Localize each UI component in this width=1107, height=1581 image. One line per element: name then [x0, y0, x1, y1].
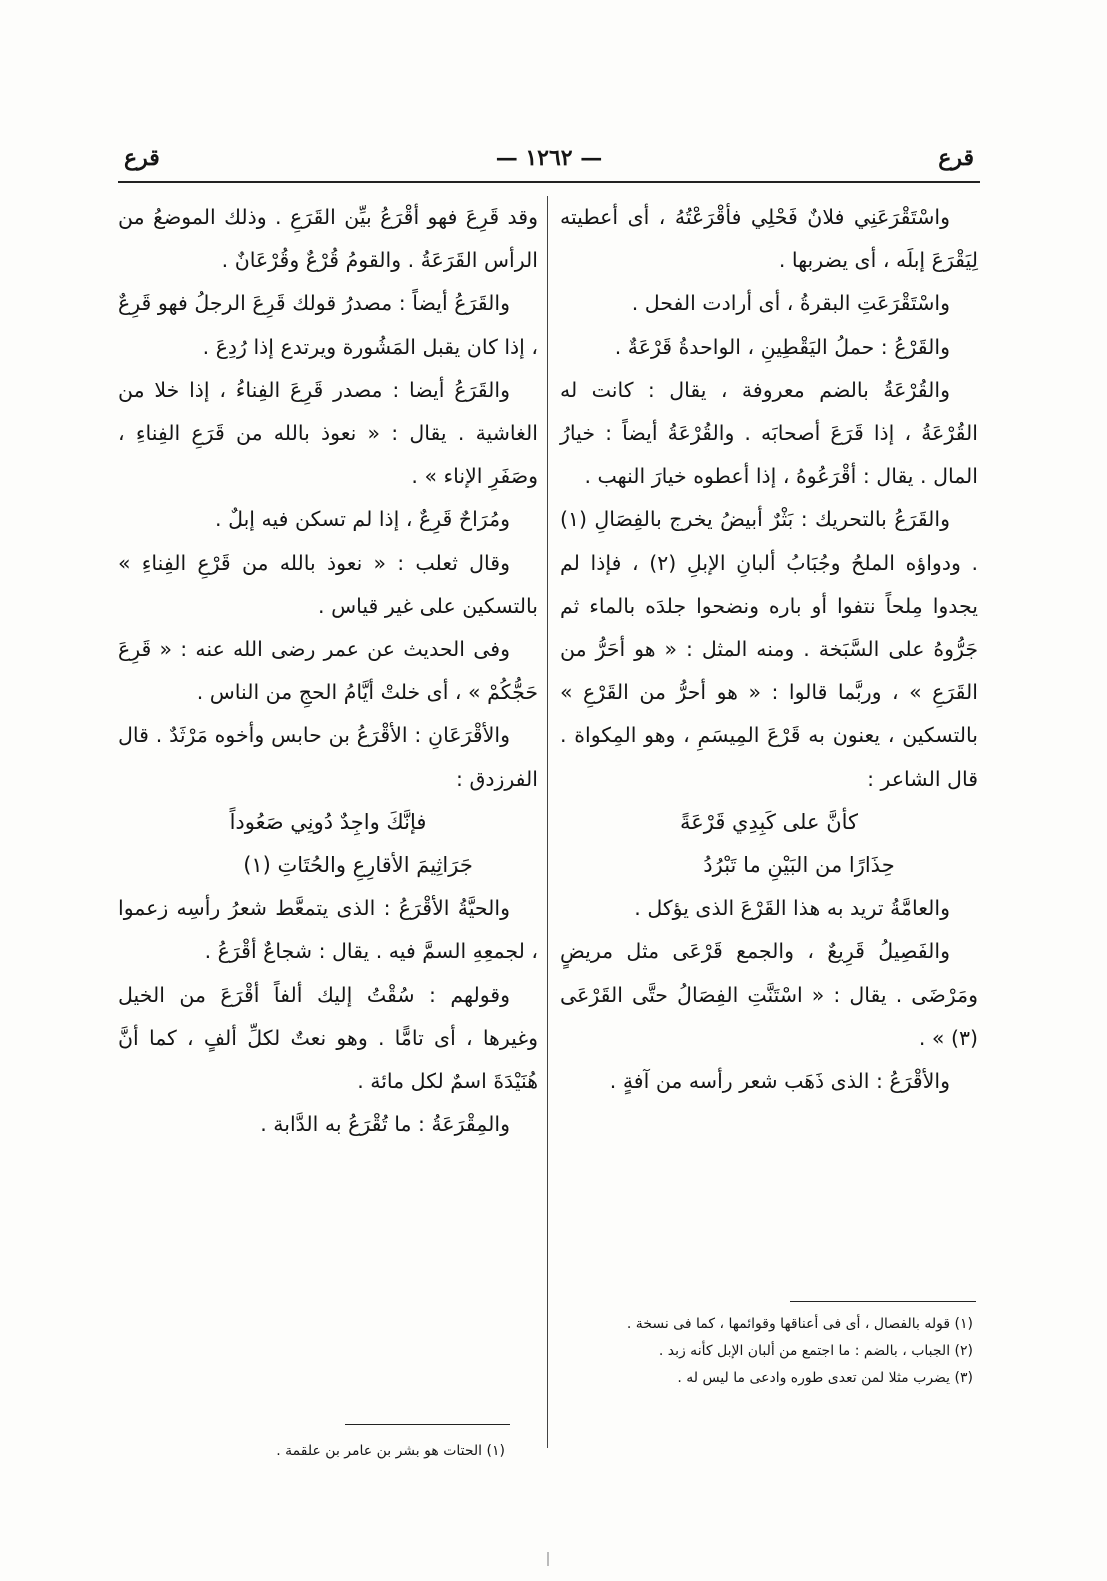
footnote: (١) قوله بالفصال ، أى فى أعناقها وقوائمها ، كما فى نسخة . — [626, 1316, 973, 1332]
entry-paragraph: وفى الحديث عن عمر رضى الله عنه : « قَرِعَ حَجُّكُمْ » ، أى خلتْ أيَّامُ الحجِ من الناس . — [118, 637, 538, 705]
running-headword-left: قرع — [124, 145, 160, 171]
running-headword-right: قرع — [938, 145, 974, 171]
bottom-mark — [547, 1552, 549, 1566]
entry-paragraph: واسْتَقْرَعَتِ البقرةُ ، أى أرادت الفحل . — [631, 291, 950, 316]
entry-paragraph: والحيَّةُ الأقْرَعُ : الذى يتمعَّط شعرُ رأسِه زعموا ، لجمعِهِ السمَّ فيه . يقال : شجاعٌ أقْرَعُ . — [118, 896, 538, 964]
verse-line: جَرَاثِيمَ الأقارِعِ والحُتَاتِ (١) — [243, 853, 473, 878]
right-column — [560, 196, 978, 1103]
footnote-rule-right — [790, 1301, 976, 1302]
entry-paragraph: والقُرْعَةُ بالضم معروفة ، يقال : كانت له القُرْعَةُ ، إذا قَرَعَ أصحابَه . والقُرْعَةُ أيضاً : خيارُ المال . يقال : أقْرَعُوهُ ، إذا أعطوه خيارَ النهب . — [560, 377, 978, 489]
entry-paragraph: وقولهم : سُقْتُ إليك ألفاً أقْرَعَ من الخيل وغيرها ، أى تامًّا . وهو نعتٌ لكلِّ ألفٍ ، كما أنَّ هُنَيْدَةَ اسمٌ لكل مائة . — [118, 982, 538, 1094]
entry-paragraph: ومُرَاحٌ قَرِعٌ ، إذا لم تسكن فيه إبلٌ . — [215, 507, 510, 532]
column-divider — [547, 196, 548, 1448]
footnote: (٢) الجباب ، بالضم : ما اجتمع من ألبان الإبل كأنه زبد . — [658, 1343, 973, 1359]
entry-paragraph: وقد قَرِعَ فهو أقْرَعُ بيِّن القَرَعِ . وذلك الموضعُ من الرأس القَرَعَةُ . والقومُ قُرْعٌ وقُرْعَانٌ . — [118, 205, 538, 273]
entry-paragraph: والقَرَعُ أيضا : مصدر قَرِعَ الفِناءُ ، إذا خلا من الغاشية . يقال : « نعوذ بالله من قَرَعِ الفِناءِ ، وصَفَرِ الإناء » . — [118, 377, 538, 489]
header-rule — [118, 181, 980, 183]
entry-paragraph: والفَصِيلُ قَرِيعٌ ، والجمع قَرْعَى مثل مريضٍ ومَرْضَى . يقال : « اسْتَنَّتِ الفِصَالُ حتَّى القَرْعَى (٣) » . — [560, 939, 978, 1050]
footnote: (١) الحتات هو بشر بن عامر بن علقمة . — [276, 1443, 505, 1459]
entry-paragraph: والمِقْرَعَةُ : ما تُقْرَعُ به الدَّابة . — [260, 1112, 510, 1137]
page-number: — ١٢٦٢ — — [495, 145, 603, 171]
left-column — [118, 196, 538, 1146]
running-header — [118, 143, 980, 179]
entry-paragraph: والقَرَعُ أيضاً : مصدرُ قولك قَرِعَ الرجلُ فهو قَرِعٌ ، إذا كان يقبل المَشُورة ويرتدع إذا رُدِعَ . — [118, 291, 538, 359]
footnote-rule-left — [345, 1424, 510, 1425]
entry-paragraph: واسْتَقْرَعَنِي فلانٌ فَحْلِي فأقْرَعْتُهُ ، أى أعطيته لِيَقْرَعَ إبلَه ، أى يضربها . — [560, 205, 978, 273]
entry-paragraph: والعامَّةُ تريد به هذا القَرْعَ الذى يؤكل . — [634, 896, 950, 921]
entry-paragraph: والقَرَعُ بالتحريك : بَثْرٌ أبيضُ يخرج بالفِصَالِ (١) . ودواؤه الملحُ وجُبَابُ ألبانِ الإبلِ (٢) ، فإذا لم يجدوا مِلحاً نتفوا أو باره ونضحوا جلدَه بالماء ثم جَرُّوهُ على السَّبَخة . ومنه المثل : « هو أحَرُّ من القَرَعِ » ، وربَّما قالوا : « هو أحرُّ من القَرْعِ » بالتسكين ، يعنون به قَرْعَ المِيسَمِ ، وهو المِكواة . قال الشاعر : — [560, 507, 978, 791]
footnote: (٣) يضرب مثلا لمن تعدى طوره وادعى ما ليس له . — [677, 1370, 973, 1386]
entry-paragraph: وقال ثعلب : « نعوذ بالله من قَرْعِ الفِناءِ » بالتسكين على غير قياس . — [118, 550, 538, 618]
entry-paragraph: والأقْرَعَانِ : الأقْرَعُ بن حابس وأخوه مَرْثَدٌ . قال الفرزدق : — [118, 723, 538, 791]
verse-line: فإنَّكَ واجِدٌ دُونِي صَعُوداً — [229, 809, 427, 834]
left-footnotes — [200, 1438, 505, 1465]
entry-paragraph: والقَرْعُ : حملُ اليَقْطِينِ ، الواحدةُ قَرْعَةٌ . — [614, 334, 950, 359]
verse-line: حِذَارًا من البَيْنِ ما تَبْرُدُ — [703, 853, 895, 878]
entry-paragraph: والأقْرَعُ : الذى ذَهَب شعر رأسه من آفةٍ . — [609, 1069, 950, 1094]
verse-line: كأنَّ على كَبِدِي قَرْعَةً — [679, 809, 859, 834]
right-footnotes — [565, 1311, 973, 1392]
